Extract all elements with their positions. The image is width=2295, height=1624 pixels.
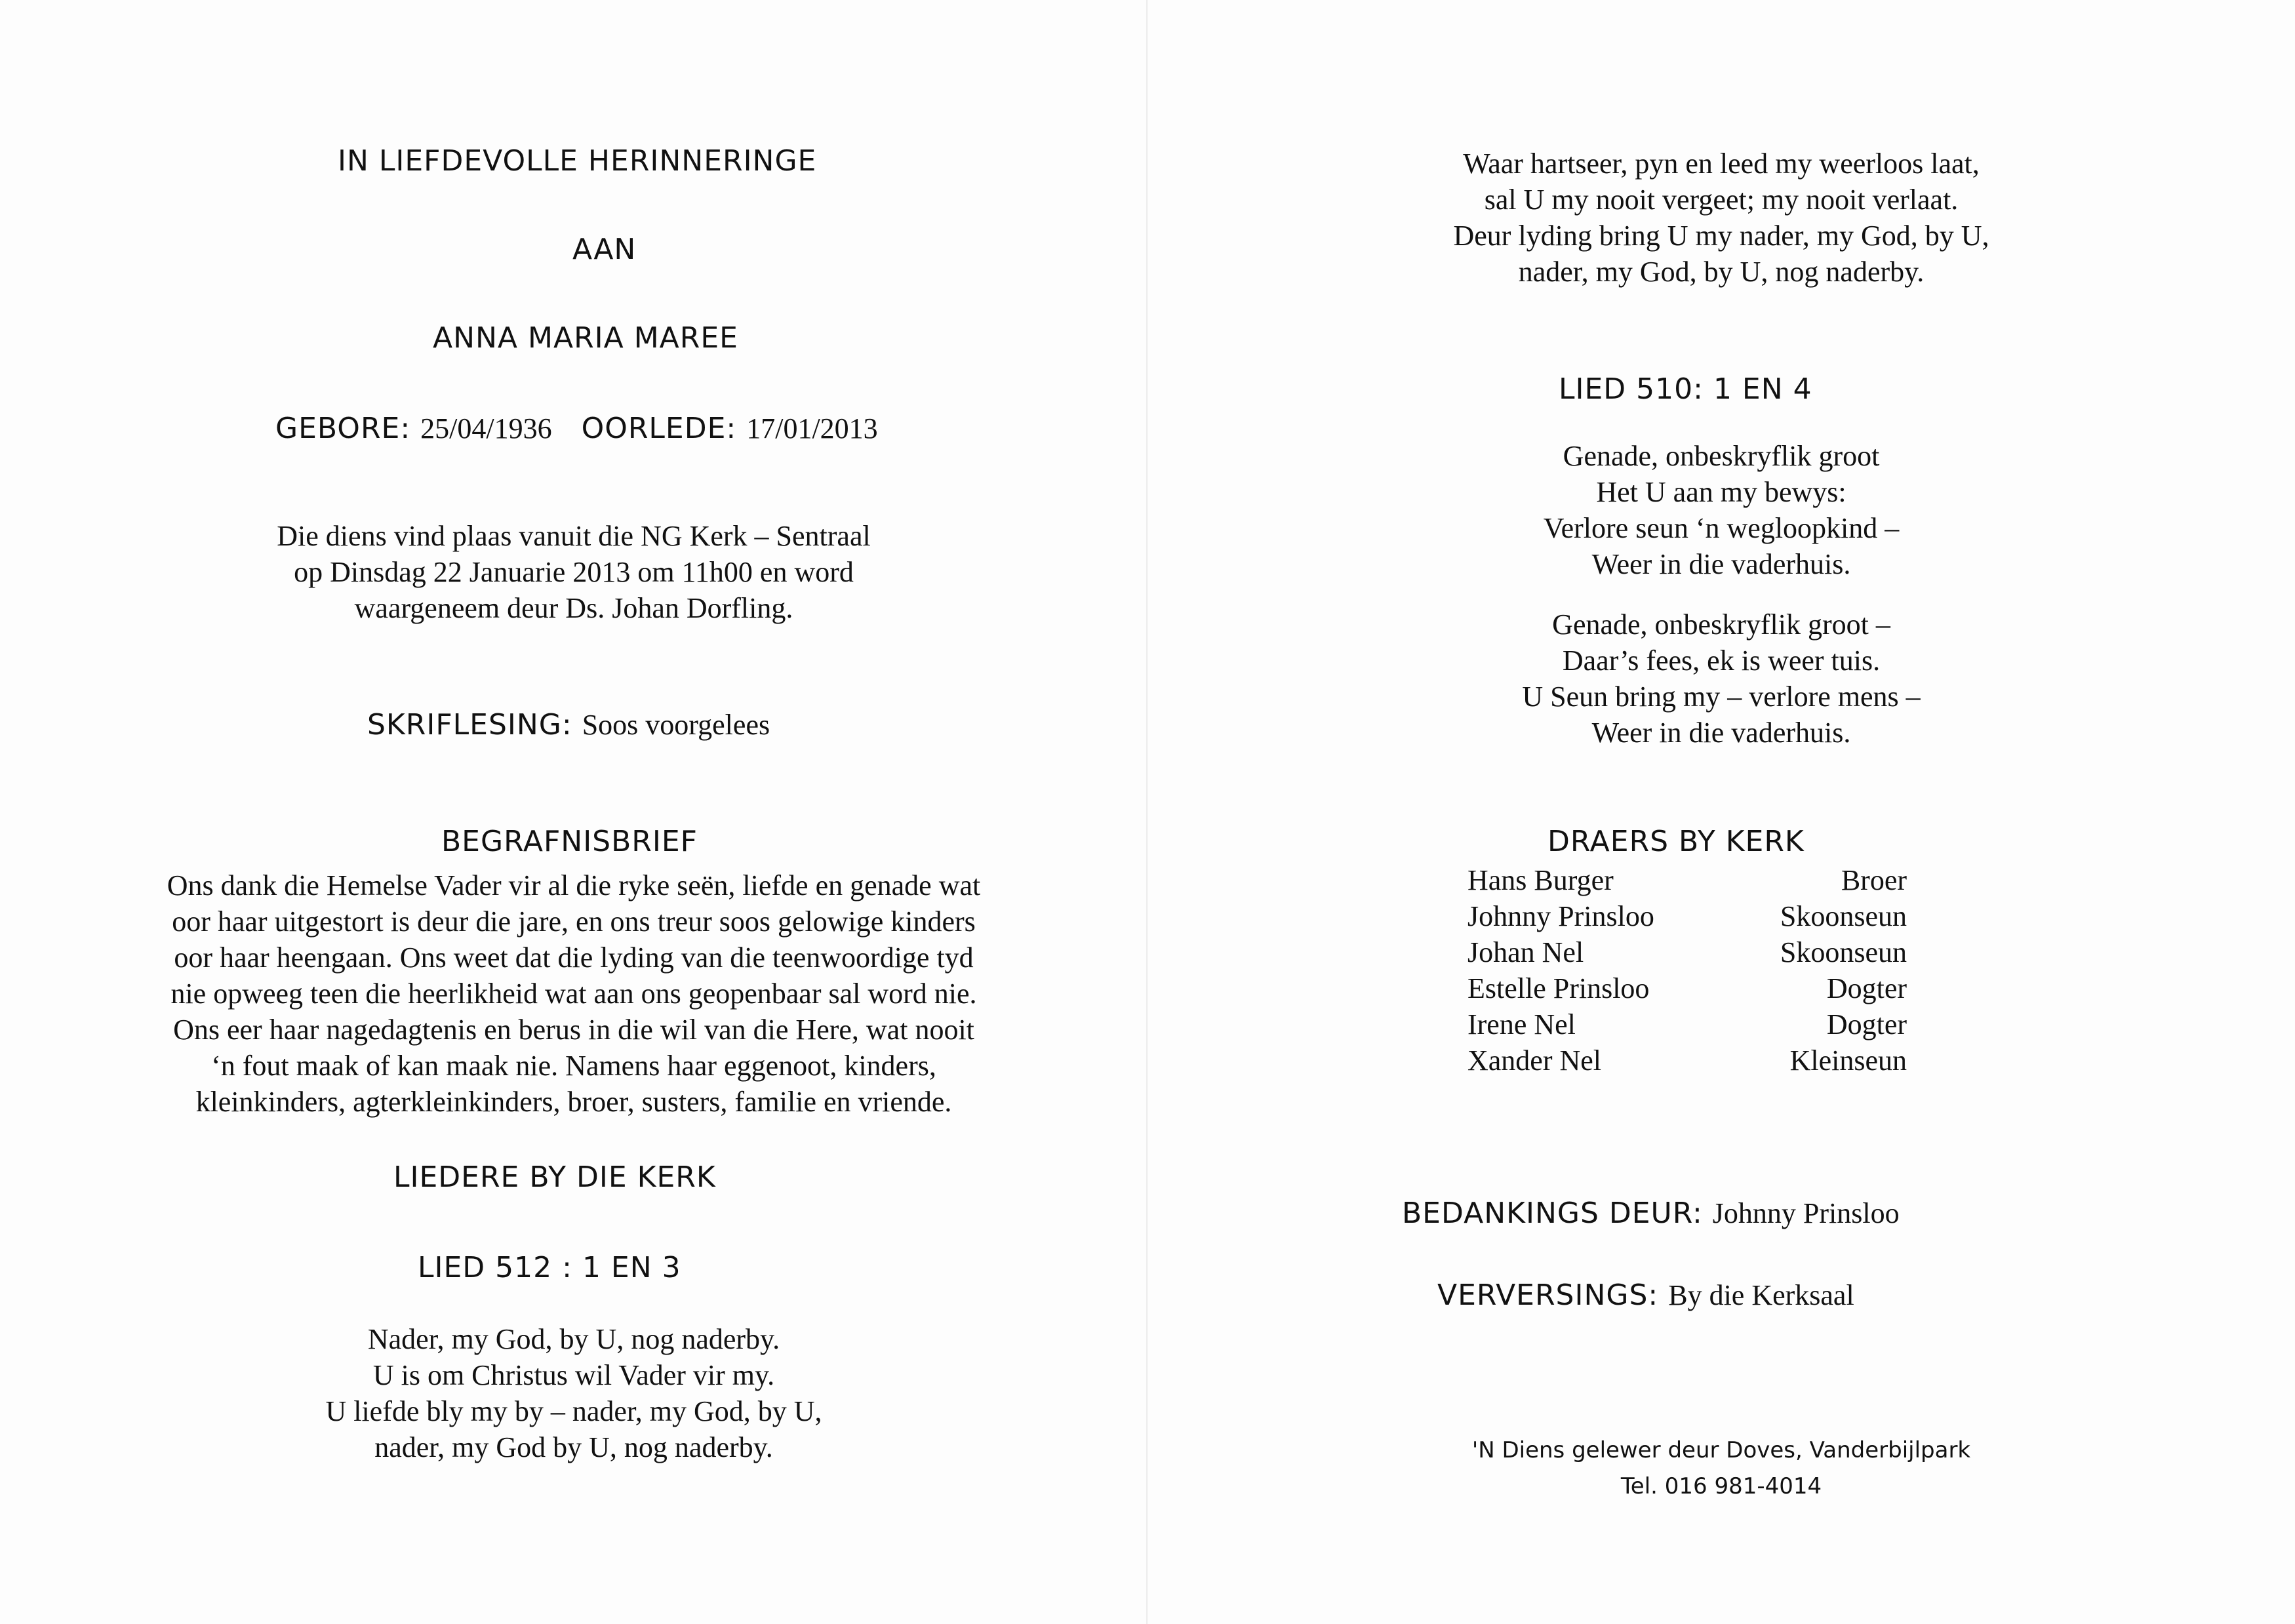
verse-line: Het U aan my bewys: [1596, 476, 1846, 508]
lied-510-stanza-1 [1344, 438, 2098, 582]
verse-line: U liefde bly my by – nader, my God, by U, [325, 1395, 822, 1427]
verse-line: Daar’s fees, ek is weer tuis. [1562, 644, 1881, 677]
bearer-row [1467, 970, 1907, 1006]
service-line: waargeneem deur Ds. Johan Dorfling. [354, 592, 793, 624]
letter-line: ‘n fout maak of kan maak nie. Namens haar eggenoot, kinders, [211, 1050, 936, 1082]
lied-510-heading: LIED 510: 1 EN 4 [1559, 372, 1812, 406]
bedankings-line [1402, 1197, 1900, 1230]
verse-line: Verlore seun ‘n wegloopkind – [1543, 512, 1900, 544]
lied-512-verse [197, 1321, 951, 1465]
lied-510-stanza-2 [1344, 606, 2098, 751]
deceased-name: ANNA MARIA MAREE [433, 321, 738, 355]
verse-line: U Seun bring my – verlore mens – [1522, 681, 1921, 713]
bearer-name: Xander Nel [1467, 1044, 1602, 1077]
service-details [197, 518, 951, 626]
verse-line: Nader, my God, by U, nog naderby. [367, 1323, 780, 1355]
verse-line: Deur lyding bring U my nader, my God, by U, [1453, 220, 1989, 252]
letter-line: nie opweeg teen die heerlikheid wat aan ons geopenbaar sal word nie. [170, 978, 977, 1010]
verse-line: U is om Christus wil Vader vir my. [372, 1359, 775, 1391]
skriflesing-text: Soos voorgelees [582, 709, 770, 741]
dates-line [275, 412, 878, 445]
memorial-title: IN LIEFDEVOLLE HERINNERINGE [338, 144, 817, 178]
bearer-relation: Dogter [1826, 972, 1907, 1004]
verse-line: Weer in die vaderhuis. [1591, 548, 1851, 580]
liedere-heading: LIEDERE BY DIE KERK [393, 1160, 716, 1194]
bedankings-label: BEDANKINGS DEUR: [1402, 1197, 1703, 1230]
funeral-home-footer [1344, 1433, 2098, 1505]
draers-heading: DRAERS BY KERK [1547, 825, 1805, 858]
bearer-row [1467, 1006, 1907, 1042]
verse-line: Waar hartseer, pyn en leed my weerloos laat, [1463, 148, 1980, 180]
right-page [1148, 0, 2295, 1624]
verse-line: Weer in die vaderhuis. [1591, 717, 1851, 749]
bearer-name: Hans Burger [1467, 864, 1614, 896]
bedankings-text: Johnny Prinsloo [1712, 1197, 1900, 1229]
letter-line: oor haar heengaan. Ons weet dat die lyding van die teenwoordige tyd [174, 941, 974, 974]
bearer-relation: Broer [1841, 864, 1907, 896]
begrafnisbrief-text [125, 867, 1023, 1120]
skriflesing-label: SKRIFLESING: [367, 708, 572, 742]
bearer-name: Estelle Prinsloo [1467, 972, 1650, 1004]
oorlede-label: OORLEDE: [581, 412, 737, 445]
pallbearers-list [1467, 862, 1907, 1079]
bearer-row [1467, 934, 1907, 970]
service-line: op Dinsdag 22 Januarie 2013 om 11h00 en word [294, 556, 854, 588]
verse-line: Genade, onbeskryflik groot – [1552, 608, 1890, 641]
bearer-relation: Dogter [1826, 1008, 1907, 1040]
bearer-name: Irene Nel [1467, 1008, 1576, 1040]
service-line: Die diens vind plaas vanuit die NG Kerk – Sentraal [277, 520, 871, 552]
letter-line: Ons dank die Hemelse Vader vir al die ryke seën, liefde en genade wat [167, 869, 981, 901]
oorlede-date: 17/01/2013 [746, 412, 878, 445]
letter-line: kleinkinders, agterkleinkinders, broer, susters, familie en vriende. [195, 1086, 952, 1118]
bearer-row [1467, 1042, 1907, 1079]
lied-512-verse-continued [1344, 146, 2098, 290]
verse-line: Genade, onbeskryflik groot [1563, 440, 1880, 472]
verse-line: nader, my God by U, nog naderby. [374, 1431, 773, 1463]
letter-line: Ons eer haar nagedagtenis en berus in die wil van die Here, wat nooit [173, 1014, 974, 1046]
footer-line: 'N Diens gelewer deur Doves, Vanderbijlpark [1471, 1437, 1971, 1463]
lied-512-heading: LIED 512 : 1 EN 3 [418, 1251, 681, 1284]
bearer-name: Johan Nel [1467, 936, 1584, 968]
aan-label: AAN [572, 233, 637, 266]
verse-line: sal U my nooit vergeet; my nooit verlaat. [1484, 184, 1959, 216]
verversings-line [1437, 1278, 1854, 1312]
bearer-relation: Kleinseun [1789, 1044, 1907, 1077]
begrafnisbrief-heading: BEGRAFNISBRIEF [441, 825, 698, 858]
gebore-label: GEBORE: [275, 412, 411, 445]
bearer-relation: Skoonseun [1780, 900, 1907, 932]
skriflesing-line [367, 708, 770, 742]
gebore-date: 25/04/1936 [420, 412, 552, 445]
bearer-row [1467, 898, 1907, 934]
letter-line: oor haar uitgestort is deur die jare, en ons treur soos gelowige kinders [172, 905, 976, 938]
footer-phone: Tel. 016 981-4014 [1620, 1473, 1822, 1499]
verversings-text: By die Kerksaal [1668, 1279, 1854, 1311]
bearer-name: Johnny Prinsloo [1467, 900, 1654, 932]
verse-line: nader, my God, by U, nog naderby. [1518, 256, 1925, 288]
verversings-label: VERVERSINGS: [1437, 1278, 1659, 1312]
bearer-relation: Skoonseun [1780, 936, 1907, 968]
bearer-row [1467, 862, 1907, 898]
